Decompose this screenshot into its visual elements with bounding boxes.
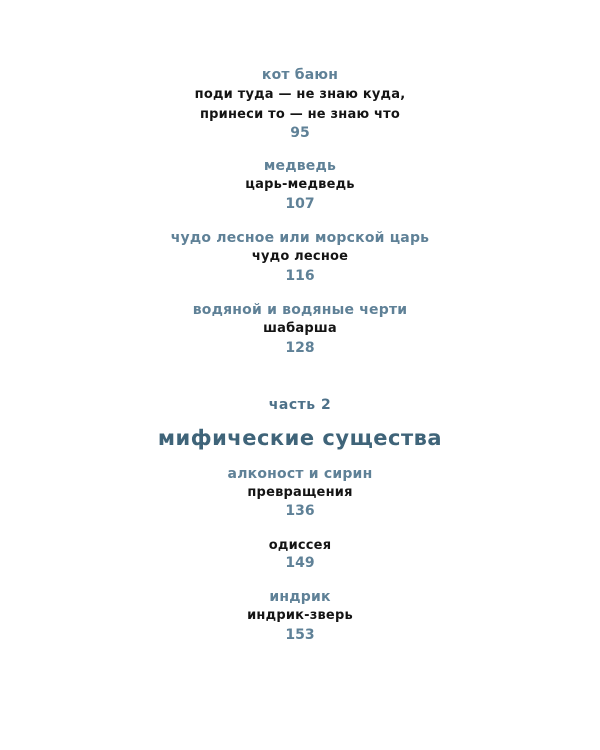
- toc-title: индрик-зверь: [247, 608, 353, 623]
- toc-page-number: 95: [290, 125, 310, 141]
- toc-category: кот баюн: [261, 67, 339, 83]
- toc-title: шабарша: [263, 321, 337, 336]
- toc-title: принеси то — не знаю что: [199, 107, 401, 122]
- toc-title: одиссея: [268, 538, 332, 553]
- part-label: часть 2: [268, 397, 332, 413]
- toc-page-number: 116: [285, 268, 315, 284]
- toc-category: алконост и сирин: [227, 466, 373, 482]
- toc-title: царь-медведь: [245, 177, 355, 192]
- toc-page-number: 136: [285, 503, 315, 519]
- toc-title: превращения: [247, 485, 353, 500]
- toc-category: чудо лесное или морской царь: [170, 230, 430, 246]
- toc-title: поди туда — не знаю куда,: [194, 87, 406, 102]
- toc-page-number: 128: [285, 340, 315, 356]
- toc-category: индрик: [269, 589, 331, 605]
- toc-page-number: 153: [285, 627, 315, 643]
- toc-page-number: 149: [285, 555, 315, 571]
- toc-category: водяной и водяные черти: [192, 302, 408, 318]
- part-title: мифические существа: [157, 426, 443, 450]
- toc-category: медведь: [263, 158, 337, 174]
- toc-page-number: 107: [285, 196, 315, 212]
- toc-title: чудо лесное: [251, 249, 349, 264]
